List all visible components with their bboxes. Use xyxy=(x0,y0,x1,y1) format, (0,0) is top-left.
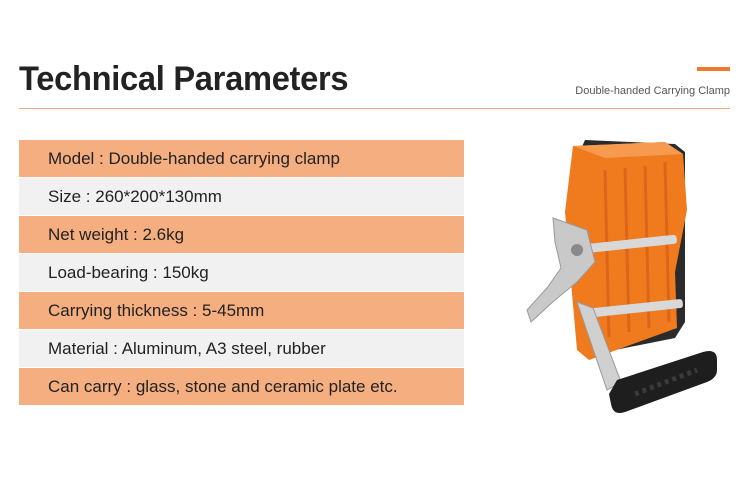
header-divider xyxy=(19,108,730,109)
param-row-carrying-thickness xyxy=(19,292,464,330)
param-text: Carrying thickness : 5-45mm xyxy=(48,300,265,320)
param-row-net-weight xyxy=(19,216,464,254)
page-subtitle: Double-handed Carrying Clamp xyxy=(575,85,730,97)
accent-dash xyxy=(697,67,730,71)
param-row-model xyxy=(19,140,464,178)
param-text: Material : Aluminum, A3 steel, rubber xyxy=(48,338,326,358)
param-row-size xyxy=(19,178,464,216)
param-row-can-carry xyxy=(19,368,464,406)
clamp-rubber-grip xyxy=(609,351,717,413)
page-title: Technical Parameters xyxy=(19,60,349,98)
param-text: Size : 260*200*130mm xyxy=(48,186,222,206)
param-text: Can carry : glass, stone and ceramic plate etc. xyxy=(48,376,398,396)
param-text: Net weight : 2.6kg xyxy=(48,224,185,244)
param-row-load-bearing xyxy=(19,254,464,292)
param-row-material xyxy=(19,330,464,368)
carrying-clamp-product-illustration xyxy=(525,132,725,422)
parameters-table xyxy=(19,140,464,406)
param-text: Model : Double-handed carrying clamp xyxy=(48,148,340,168)
param-text: Load-bearing : 150kg xyxy=(48,262,209,282)
